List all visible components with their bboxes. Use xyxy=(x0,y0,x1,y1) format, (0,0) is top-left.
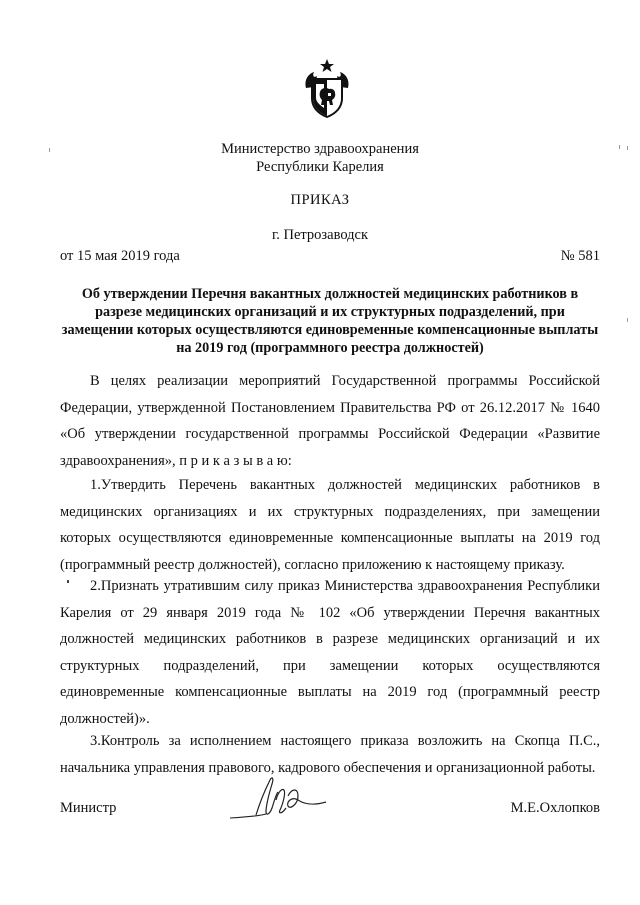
ministry-name-line-1: Министерство здравоохранения xyxy=(221,141,419,157)
ministry-name-line-2: Республики Карелия xyxy=(256,159,384,175)
karelia-coat-of-arms-icon xyxy=(302,58,352,120)
preamble-paragraph: В целях реализации мероприятий Государственной программы Российской Федерации, утвержденной Постановлением Правительства РФ от 26.12.2017 № 1640 «Об утверждении государственной программы Российской Федерации «Развитие здравоохранения», п р и к а з ы в а ю: xyxy=(60,373,600,469)
scan-artifact xyxy=(67,580,69,583)
document-number: № 581 xyxy=(560,248,600,264)
scan-artifact xyxy=(627,318,628,322)
document-date: от 15 мая 2019 года xyxy=(60,248,180,264)
order-item-1: 1.Утвердить Перечень вакантных должностей медицинских работников в медицинских организациях и их структурных подразделениях, при замещении которых осуществляются единовременные компенсационные выплаты на 2019 год (программный реестр должностей), согласно приложению к настоящему приказу. xyxy=(60,477,600,573)
document-title: Об утверждении Перечня вакантных должностей медицинских работников в разрезе медицинских организаций и их структурных подразделений, при замещении которых осуществляются единовременные компенсационные выплаты на 2019 год (программного реестра должностей) xyxy=(61,286,599,356)
signatory-name: М.Е.Охлопков xyxy=(510,800,600,816)
document-city: г. Петрозаводск xyxy=(271,227,369,243)
scan-artifact xyxy=(619,145,620,149)
order-item-3: 3.Контроль за исполнением настоящего приказа возложить на Скопца П.С., начальника управления правового, кадрового обеспечения и организационной работы. xyxy=(60,733,600,776)
signatory-position: Министр xyxy=(60,800,117,816)
scan-artifact xyxy=(627,146,628,150)
handwritten-signature-icon xyxy=(226,770,336,830)
scan-artifact xyxy=(49,148,50,152)
order-item-2: 2.Признать утратившим силу приказ Министерства здравоохранения Республики Карелия от 29 января 2019 года № 102 «Об утверждении Перечня вакантных должностей медицинских работников в разрезе медицинских организаций и их структурных подразделений, при замещении которых осуществляются единовременные компенсационные выплаты на 2019 год (программный реестр должностей)». xyxy=(60,578,600,727)
document-type: ПРИКАЗ xyxy=(290,192,350,208)
